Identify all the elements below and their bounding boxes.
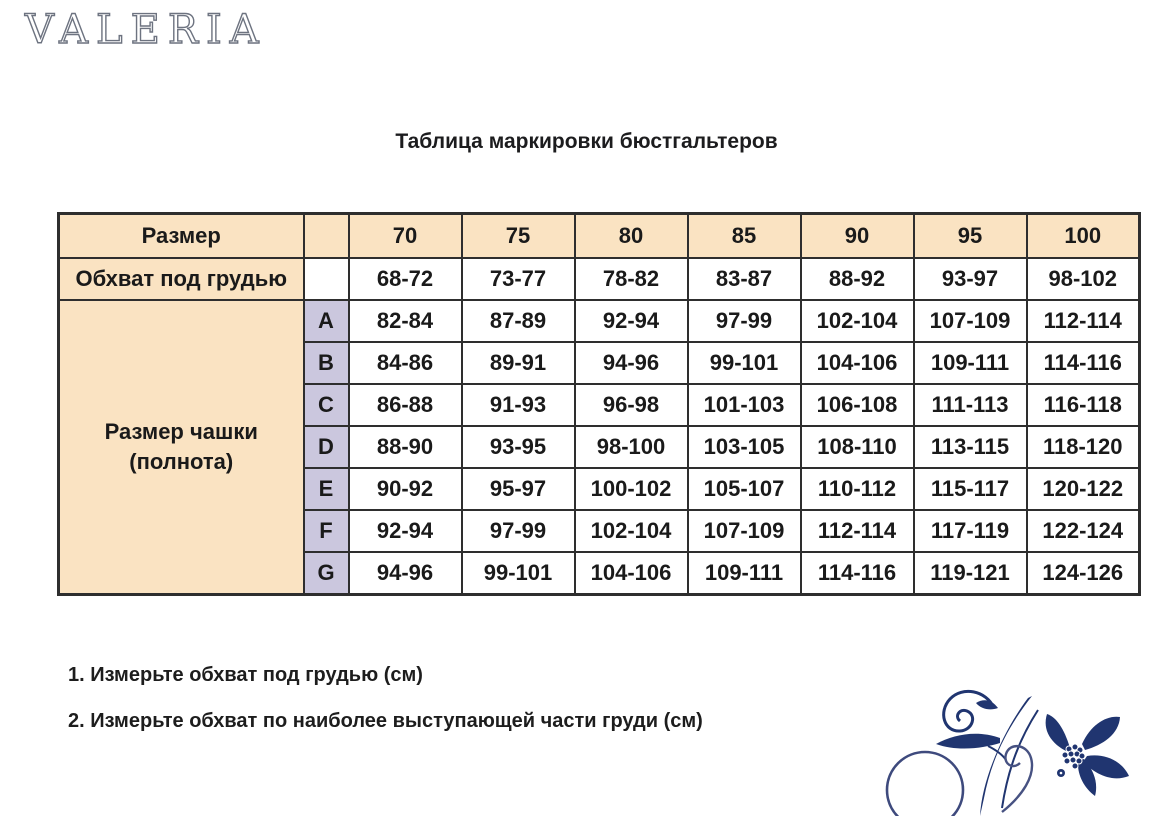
size-col-header: 75 <box>462 214 575 259</box>
cup-value: 96-98 <box>575 384 688 426</box>
cup-value: 92-94 <box>575 300 688 342</box>
instruction-step-2: 2. Измерьте обхват по наиболее выступающей части груди (см) <box>68 710 703 732</box>
cup-value: 108-110 <box>801 426 914 468</box>
floral-swirl-ornament-icon <box>870 686 1140 816</box>
cup-label-line1: Размер чашки <box>104 419 258 445</box>
empty-cell <box>304 258 349 300</box>
cup-value: 94-96 <box>575 342 688 384</box>
underbust-value: 83-87 <box>688 258 801 300</box>
underbust-value: 68-72 <box>349 258 462 300</box>
cup-value: 124-126 <box>1027 552 1140 595</box>
cup-value: 90-92 <box>349 468 462 510</box>
cup-value: 107-109 <box>688 510 801 552</box>
cup-value: 98-100 <box>575 426 688 468</box>
cup-value: 119-121 <box>914 552 1027 595</box>
cup-value: 109-111 <box>688 552 801 595</box>
measurement-instructions <box>68 664 703 733</box>
cup-value: 118-120 <box>1027 426 1140 468</box>
page-title: Таблица маркировки бюстгальтеров <box>395 130 778 153</box>
cup-value: 100-102 <box>575 468 688 510</box>
size-col-header: 95 <box>914 214 1027 259</box>
cup-value: 97-99 <box>688 300 801 342</box>
cup-value: 92-94 <box>349 510 462 552</box>
underbust-value: 88-92 <box>801 258 914 300</box>
cup-value: 107-109 <box>914 300 1027 342</box>
cup-value: 114-116 <box>1027 342 1140 384</box>
size-col-header: 85 <box>688 214 801 259</box>
cup-value: 86-88 <box>349 384 462 426</box>
cup-value: 120-122 <box>1027 468 1140 510</box>
cup-value: 112-114 <box>1027 300 1140 342</box>
cup-value: 87-89 <box>462 300 575 342</box>
size-col-header: 90 <box>801 214 914 259</box>
cup-value: 99-101 <box>688 342 801 384</box>
cup-value: 117-119 <box>914 510 1027 552</box>
size-col-header: 70 <box>349 214 462 259</box>
cup-label-line2: (полнота) <box>129 449 234 474</box>
size-col-header: 80 <box>575 214 688 259</box>
cup-value: 91-93 <box>462 384 575 426</box>
cup-value: 93-95 <box>462 426 575 468</box>
underbust-row-label: Обхват под грудью <box>59 258 304 300</box>
cup-value: 109-111 <box>914 342 1027 384</box>
cup-value: 89-91 <box>462 342 575 384</box>
cup-value: 104-106 <box>801 342 914 384</box>
cup-letter: G <box>304 552 349 595</box>
cup-value: 106-108 <box>801 384 914 426</box>
cup-value: 102-104 <box>575 510 688 552</box>
underbust-value: 73-77 <box>462 258 575 300</box>
cup-letter: A <box>304 300 349 342</box>
cup-value: 115-117 <box>914 468 1027 510</box>
size-col-header: 100 <box>1027 214 1140 259</box>
bra-size-table <box>57 212 1141 596</box>
cup-value: 114-116 <box>801 552 914 595</box>
size-header-row <box>59 214 1140 259</box>
cup-value: 82-84 <box>349 300 462 342</box>
cup-value: 103-105 <box>688 426 801 468</box>
cup-letter: E <box>304 468 349 510</box>
cup-value: 101-103 <box>688 384 801 426</box>
corner-cell <box>304 214 349 259</box>
cup-letter: D <box>304 426 349 468</box>
cup-value: 99-101 <box>462 552 575 595</box>
underbust-value: 98-102 <box>1027 258 1140 300</box>
size-row-label: Размер <box>59 214 304 259</box>
cup-letter: F <box>304 510 349 552</box>
cup-value: 95-97 <box>462 468 575 510</box>
cup-value: 112-114 <box>801 510 914 552</box>
underbust-value: 93-97 <box>914 258 1027 300</box>
cup-size-label <box>59 300 304 595</box>
cup-value: 84-86 <box>349 342 462 384</box>
instruction-step-1: 1. Измерьте обхват под грудью (см) <box>68 664 423 686</box>
cup-value: 113-115 <box>914 426 1027 468</box>
cup-value: 116-118 <box>1027 384 1140 426</box>
cup-letter: C <box>304 384 349 426</box>
cup-row-A <box>59 300 1140 342</box>
underbust-value: 78-82 <box>575 258 688 300</box>
cup-value: 110-112 <box>801 468 914 510</box>
cup-value: 111-113 <box>914 384 1027 426</box>
cup-value: 122-124 <box>1027 510 1140 552</box>
brand-logo: VALERIA <box>25 7 267 53</box>
underbust-row <box>59 258 1140 300</box>
cup-value: 105-107 <box>688 468 801 510</box>
cup-value: 88-90 <box>349 426 462 468</box>
cup-value: 94-96 <box>349 552 462 595</box>
cup-value: 97-99 <box>462 510 575 552</box>
cup-letter: B <box>304 342 349 384</box>
cup-value: 104-106 <box>575 552 688 595</box>
cup-value: 102-104 <box>801 300 914 342</box>
